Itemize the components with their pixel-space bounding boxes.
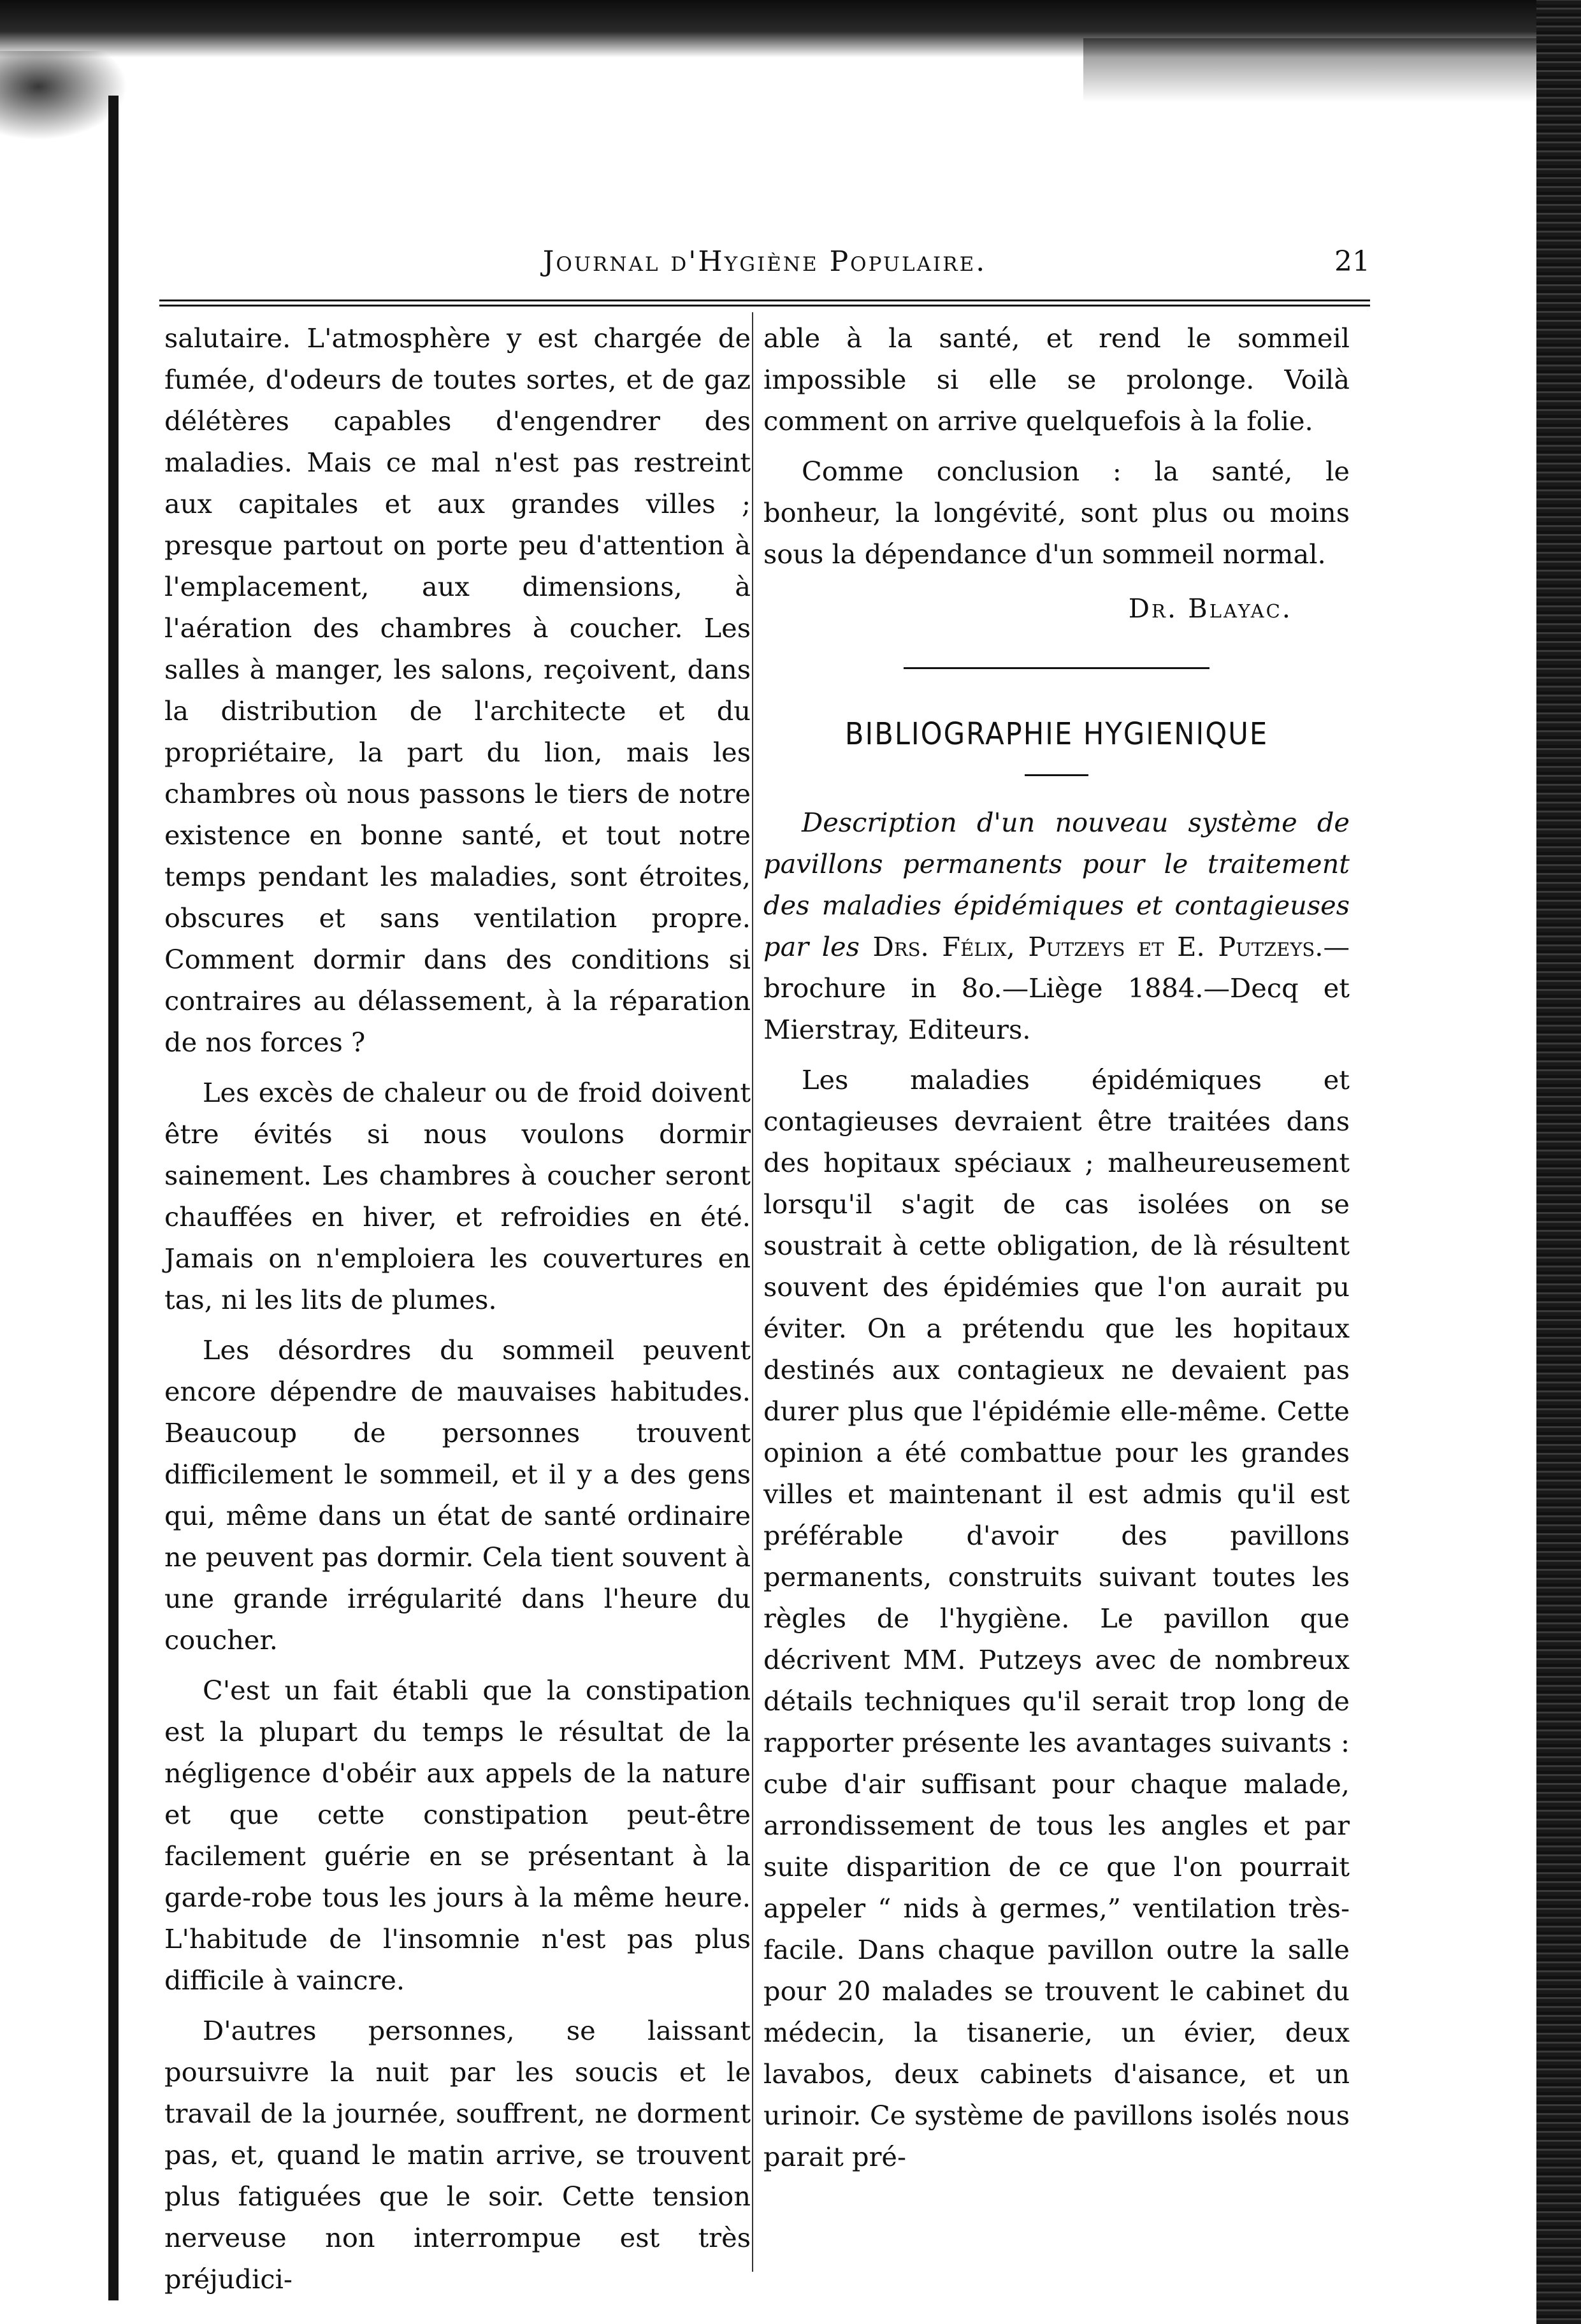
header-rule-top — [159, 300, 1370, 301]
paragraph: Les désordres du sommeil peuvent encore dépendre de mauvaises habitudes. Beaucoup de personnes trouvent difficilement le sommeil, et il y a des gens qui, même dans un état de santé ordinaire ne peuvent pas dormir. Cela tient souvent à une grande irrégularité dans l'heure du coucher. — [164, 1334, 751, 1656]
bibliographic-reference — [763, 802, 1350, 1050]
paragraph: able à la santé, et rend le sommeil impossible si elle se prolonge. Voilà comment on arrive quelquefois à la folie. — [763, 322, 1350, 437]
paragraph: salutaire. L'atmosphère y est chargée de fumée, d'odeurs de toutes sortes, et de gaz délétères capables d'engendrer des maladies. Mais ce mal n'est pas restreint aux capitales et aux grandes villes ; presque partout on porte peu d'attention à l'emplacement, aux dimensions, à l'aération des chambres à coucher. Les salles à manger, les salons, reçoivent, dans la distribution de l'architecte et du propriétaire, la part du lion, mais les chambres où nous passons le tiers de notre existence en bonne santé, et tout notre temps pendant les maladies, sont étroites, obscures et sans ventilation propre. Comment dormir dans des conditions si contraires au délassement, à la réparation de nos forces ? — [164, 322, 751, 1058]
scan-top-shadow — [1083, 38, 1581, 102]
paragraph: Les excès de chaleur ou de froid doivent être évités si nous voulons dormir sainement. Les chambres à coucher seront chauffées en hiver, et refroidies en été. Jamais on n'emploiera les couvertures en tas, ni les lits de plumes. — [164, 1077, 751, 1315]
author-signature: Dr. Blayac. — [1128, 593, 1292, 624]
section-separator — [904, 667, 1209, 669]
section-title: BIBLIOGRAPHIE HYGIENIQUE — [844, 716, 1269, 752]
running-title: Journal d'Hygiène Populaire. — [542, 245, 987, 278]
paragraph: Comme conclusion : la santé, le bonheur, la longévité, sont plus ou moins sous la dépendance d'un sommeil normal. — [763, 456, 1350, 570]
column-divider — [752, 312, 753, 2272]
paragraph: D'autres personnes, se laissant poursuivre la nuit par les soucis et le travail de la journée, souffrent, ne dorment pas, et, quand le matin arrive, se trouvent plus fatiguées que le soir. Cette tension nerveuse non interrompue est très préjudici- — [164, 2015, 751, 2295]
scan-left-edge — [108, 96, 119, 2300]
scan-right-edge — [1536, 0, 1581, 2324]
page-header — [159, 245, 1370, 290]
paragraph: C'est un fait établi que la constipation est la plupart du temps le résultat de la négligence d'obéir aux appels de la nature et que cette constipation peut-être facilement guérie en se présentant à la garde-robe tous les jours à la même heure. L'habitude de l'insomnie n'est pas plus difficile à vaincre. — [164, 1675, 751, 1996]
page-number: 21 — [1334, 245, 1370, 278]
reference-details: —brochure in 8o.—Liège 1884.—Decq et Mierstray, Editeurs. — [763, 931, 1350, 1045]
left-column — [164, 317, 751, 2300]
paragraph: Les maladies épidémiques et contagieuses devraient être traitées dans des hopitaux spéciaux ; malheureusement lorsqu'il s'agit de cas isolées on se soustrait à cette obligation, de là résultent souvent des épidémies que l'on aurait pu éviter. On a prétendu que les hopitaux destinés aux contagieux ne devaient pas durer plus que l'épidémie elle-même. Cette opinion a été combattue pour les grandes villes et maintenant il est admis qu'il est préférable d'avoir des pavillons permanents, construits suivant toutes les règles de l'hygiène. Le pavillon que décrivent MM. Putzeys avec de nombreux détails techniques qu'il serait trop long de rapporter présente les avantages suivants : cube d'air suffisant pour chaque malade, arrondissement de tous les angles et par suite disparition de ce que l'on pourrait appeler “ nids à germes,” ventilation très-facile. Dans chaque pavillon outre la salle pour 20 malades se trouvent le cabinet du médecin, la tisanerie, un évier, deux lavabos, deux cabinets d'aisance, et un urinoir. Ce système de pavillons isolés nous parait pré- — [763, 1064, 1350, 2172]
reference-title: Description d'un nouveau système de pavillons permanents pour le traitement des maladies épidémiques et contagieuses par les — [763, 807, 1350, 962]
header-rule-bottom — [159, 305, 1370, 307]
right-column — [763, 317, 1350, 2177]
reference-authors: Drs. Félix, Putzeys et E. Putzeys. — [872, 931, 1324, 962]
title-underline — [1025, 774, 1088, 776]
